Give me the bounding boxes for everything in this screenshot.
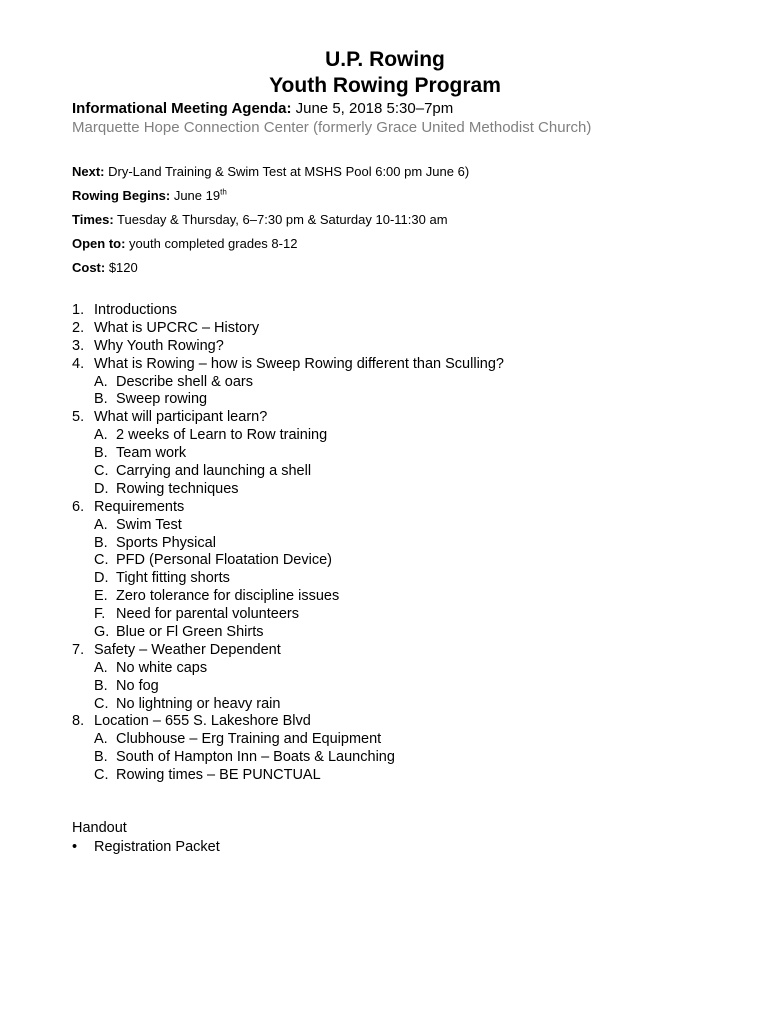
agenda-subitem-letter: A.: [94, 516, 108, 533]
info-next-label: Next:: [72, 164, 105, 179]
info-times-value: Tuesday & Thursday, 6–7:30 pm & Saturday 10-11:30 am: [113, 212, 448, 227]
agenda-subitem-letter: C.: [94, 463, 109, 480]
agenda-item-number: 8.: [72, 713, 85, 730]
agenda-subitem: [0, 570, 770, 588]
agenda-subitem-text: No white caps: [116, 659, 208, 676]
agenda-subitem-letter: B.: [94, 534, 108, 551]
agenda-subitem: [0, 481, 770, 499]
agenda-item-text: What is UPCRC – History: [94, 319, 260, 336]
agenda-item-text: Safety – Weather Dependent: [94, 641, 281, 658]
agenda-subitem-letter: E.: [94, 588, 108, 605]
agenda-subitem: [0, 624, 770, 642]
agenda-subitem-letter: C.: [94, 552, 109, 569]
agenda-subitem: [0, 767, 770, 785]
agenda-item-number: 1.: [72, 302, 85, 318]
agenda-subitem-letter: A.: [94, 373, 108, 390]
agenda-subitem-letter: C.: [94, 767, 109, 784]
agenda-subitem: [0, 678, 770, 696]
agenda-subitem-text: Rowing times – BE PUNCTUAL: [116, 767, 321, 784]
agenda-subitem-letter: A.: [94, 731, 108, 748]
meeting-date: June 5, 2018 5:30–7pm: [291, 100, 454, 117]
agenda-subitem-text: Tight fitting shorts: [116, 570, 230, 587]
bullet-icon: •: [72, 839, 78, 855]
agenda-item: [0, 642, 770, 660]
agenda-subitem-letter: B.: [94, 445, 108, 462]
agenda-item-text: What is Rowing – how is Sweep Rowing different than Sculling?: [94, 355, 504, 372]
agenda-item-text: What will participant learn?: [94, 409, 268, 426]
handout-item: [0, 838, 770, 856]
agenda-item-text: Location – 655 S. Lakeshore Blvd: [94, 713, 311, 730]
agenda-item: [0, 356, 770, 374]
info-rowing-begins: [72, 188, 227, 203]
agenda-item-text: Introductions: [94, 302, 178, 318]
agenda-subitem: [0, 660, 770, 678]
agenda-subitem-letter: A.: [94, 659, 108, 676]
agenda-subitem: [0, 445, 770, 463]
info-times-label: Times:: [72, 212, 114, 227]
info-open-value: youth completed grades 8-12: [125, 236, 298, 251]
agenda-subitem: [0, 731, 770, 749]
meeting-line: [72, 100, 453, 117]
agenda-item: [0, 409, 770, 427]
document-title: U.P. Rowing: [325, 48, 445, 71]
agenda-subitem-text: Zero tolerance for discipline issues: [116, 588, 340, 605]
agenda-subitem-text: Carrying and launching a shell: [116, 463, 312, 480]
agenda-item-number: 3.: [72, 337, 85, 354]
agenda-subitem-text: Rowing techniques: [116, 480, 239, 497]
agenda-subitem: [0, 535, 770, 553]
agenda-item-number: 2.: [72, 319, 85, 336]
agenda-subitem-text: No lightning or heavy rain: [116, 695, 281, 712]
meeting-venue: Marquette Hope Connection Center (formerly Grace United Methodist Church): [72, 119, 592, 136]
agenda-subitem: [0, 606, 770, 624]
agenda-item: [0, 320, 770, 338]
agenda-subitem-text: Sports Physical: [116, 534, 216, 551]
info-cost: [72, 260, 138, 275]
meeting-label: Informational Meeting Agenda:: [72, 100, 292, 117]
info-begins-sup: th: [220, 187, 227, 197]
agenda-subitem: [0, 391, 770, 409]
agenda-subitem-text: 2 weeks of Learn to Row training: [116, 427, 328, 444]
agenda-subitem-text: Describe shell & oars: [116, 373, 253, 390]
info-times: [72, 212, 448, 227]
agenda-item-text: Why Youth Rowing?: [94, 337, 224, 354]
agenda-subitem: [0, 517, 770, 535]
agenda-list: [0, 302, 770, 785]
agenda-subitem-text: South of Hampton Inn – Boats & Launching: [116, 749, 395, 766]
agenda-item-number: 6.: [72, 498, 85, 515]
agenda-subitem-letter: D.: [94, 570, 109, 587]
agenda-subitem-text: PFD (Personal Floatation Device): [116, 552, 332, 569]
agenda-subitem: [0, 696, 770, 714]
info-next: [72, 164, 469, 179]
info-cost-label: Cost:: [72, 260, 106, 275]
handout-item-text: Registration Packet: [94, 839, 220, 855]
agenda-subitem-letter: F.: [94, 606, 106, 623]
agenda-subitem-letter: D.: [94, 480, 109, 497]
agenda-item: [0, 499, 770, 517]
agenda-subitem-text: No fog: [116, 677, 159, 694]
agenda-subitem-text: Team work: [116, 445, 187, 462]
agenda-subitem: [0, 552, 770, 570]
info-begins-value: June 19: [170, 188, 221, 203]
info-open-to: [72, 236, 297, 251]
agenda-subitem-text: Need for parental volunteers: [116, 606, 299, 623]
agenda-subitem: [0, 427, 770, 445]
agenda-subitem-text: Sweep rowing: [116, 391, 208, 408]
info-cost-value: $120: [105, 260, 138, 275]
info-open-label: Open to:: [72, 236, 126, 251]
agenda-subitem: [0, 749, 770, 767]
agenda-subitem-text: Blue or Fl Green Shirts: [116, 624, 264, 641]
agenda-item-number: 4.: [72, 355, 85, 372]
agenda-item: [0, 713, 770, 731]
info-begins-label: Rowing Begins:: [72, 188, 171, 203]
agenda-subitem-letter: C.: [94, 695, 109, 712]
agenda-subitem: [0, 463, 770, 481]
handout-heading: Handout: [72, 820, 127, 836]
agenda-subitem-text: Swim Test: [116, 516, 182, 533]
agenda-item-text: Requirements: [94, 498, 185, 515]
agenda-subitem-letter: B.: [94, 391, 108, 408]
agenda-subitem-letter: B.: [94, 677, 108, 694]
agenda-item-number: 7.: [72, 641, 85, 658]
agenda-subitem-letter: B.: [94, 749, 108, 766]
agenda-subitem: [0, 588, 770, 606]
agenda-item: [0, 338, 770, 356]
info-next-value: Dry-Land Training & Swim Test at MSHS Pool 6:00 pm June 6): [104, 164, 470, 179]
agenda-subitem: [0, 374, 770, 392]
agenda-item: [0, 302, 770, 320]
agenda-subitem-letter: A.: [94, 427, 108, 444]
document-subtitle: Youth Rowing Program: [269, 74, 501, 97]
agenda-item-number: 5.: [72, 409, 85, 426]
agenda-subitem-letter: G.: [94, 624, 110, 641]
agenda-subitem-text: Clubhouse – Erg Training and Equipment: [116, 731, 382, 748]
